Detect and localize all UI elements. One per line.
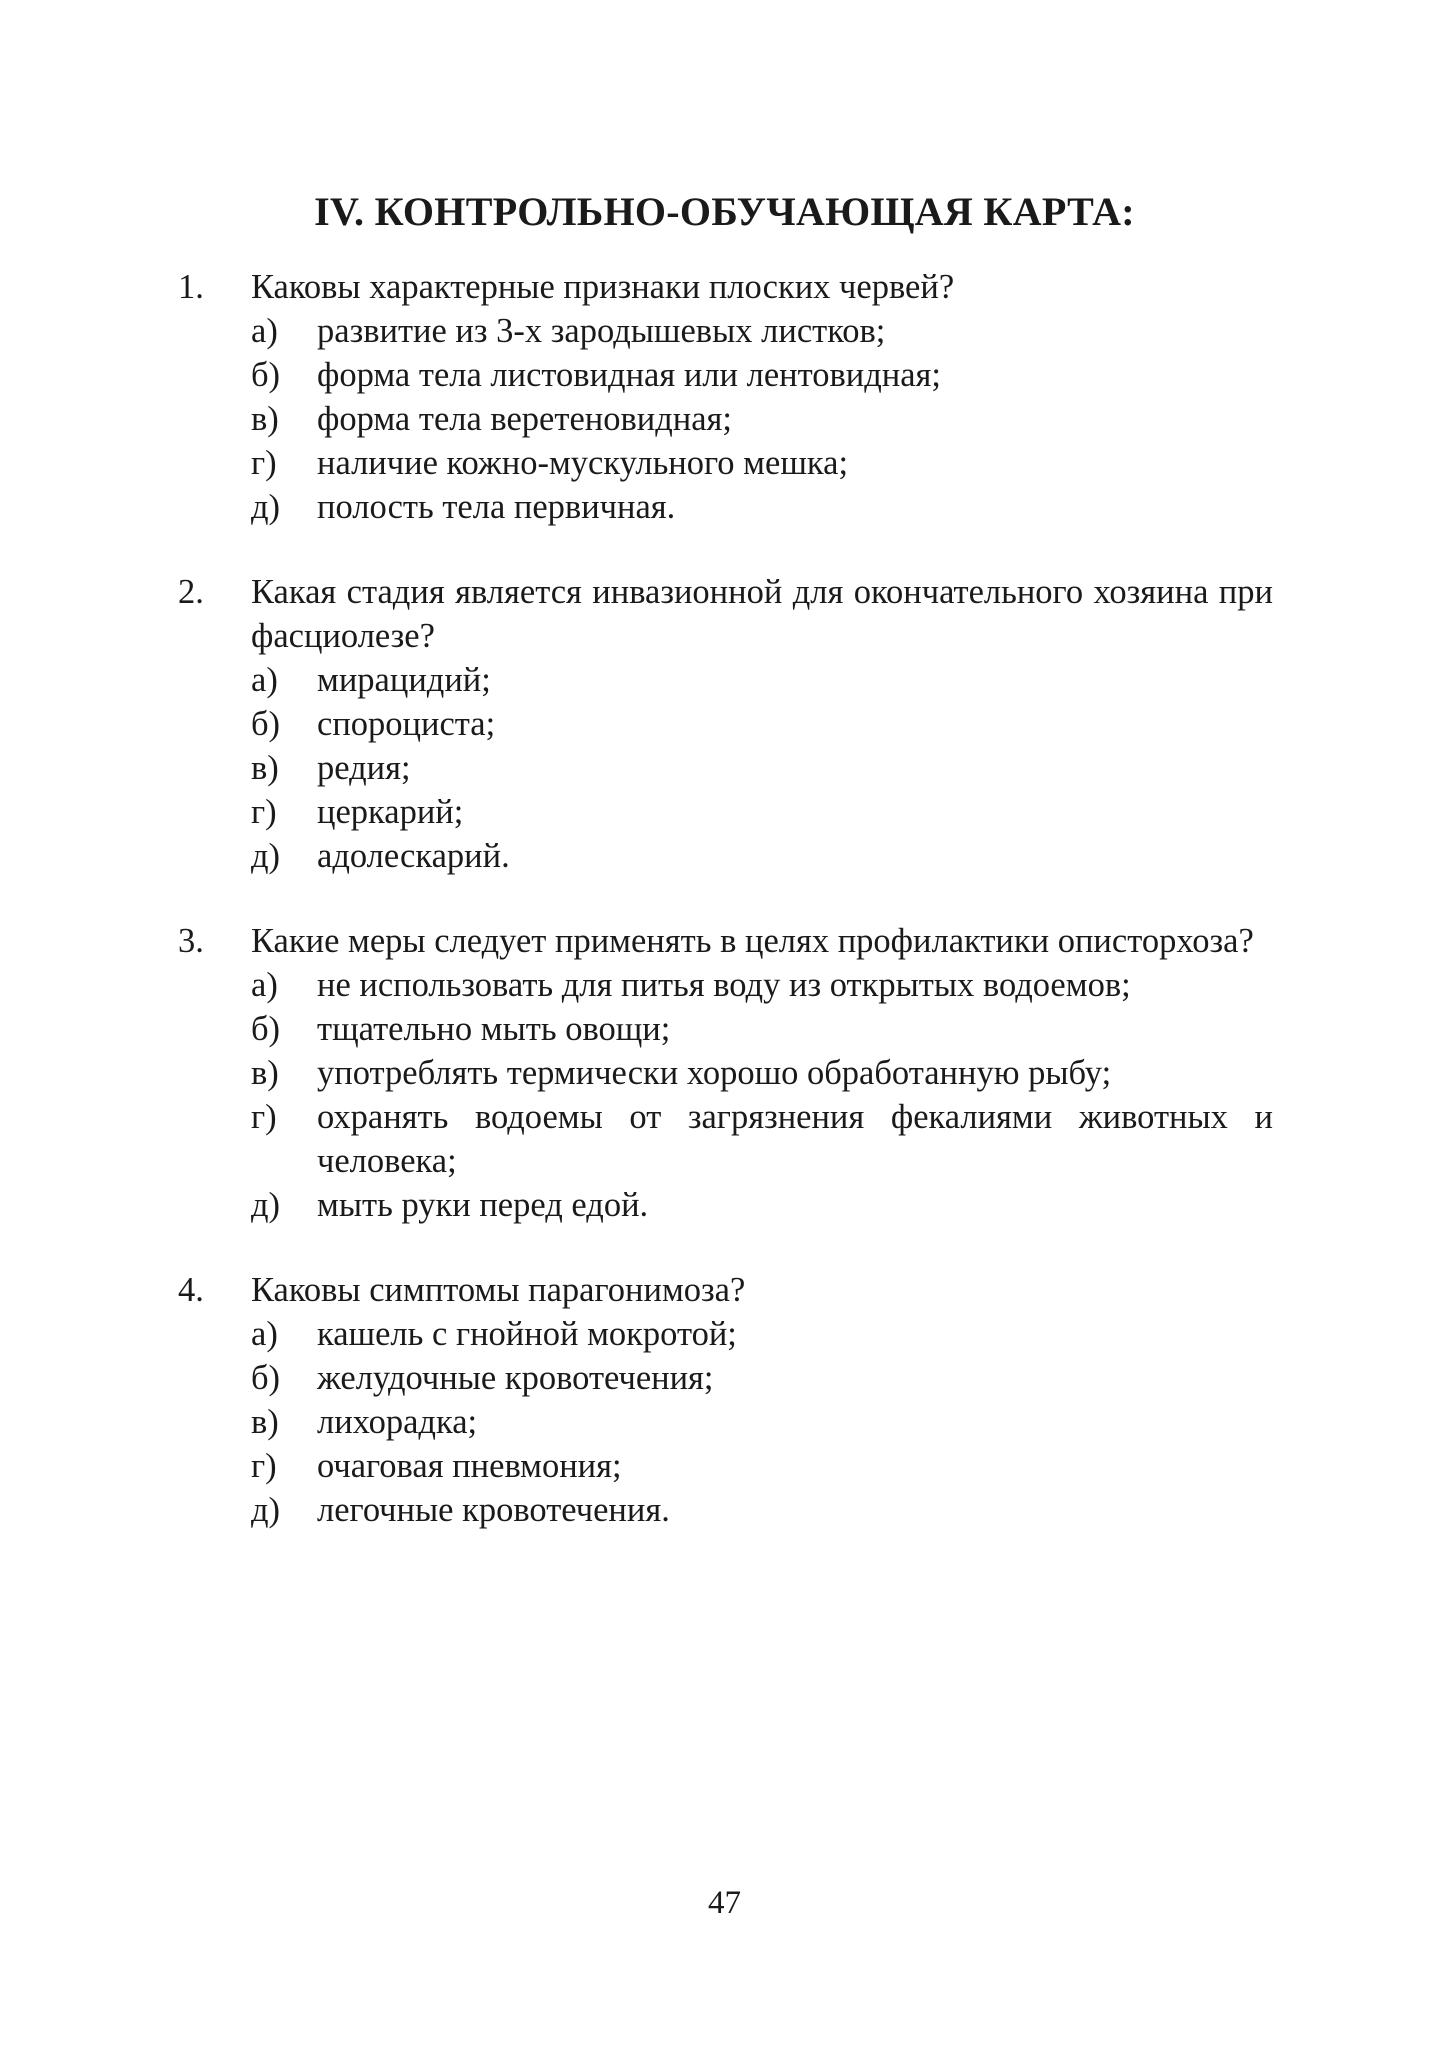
option-letter: г) — [251, 444, 277, 482]
option-text: развитие из 3-х зародышевых листков; — [317, 312, 886, 350]
question-2 — [178, 570, 1273, 878]
option-letter: б) — [251, 705, 281, 743]
question-text: Какие меры следует применять в целях профилактики описторхоза? — [251, 922, 1254, 960]
option-text: не использовать для питья воду из открытых водоемов; — [317, 966, 1131, 1004]
option-item — [178, 1007, 1273, 1051]
option-text: наличие кожно-мускульного мешка; — [317, 444, 849, 482]
option-letter: в) — [251, 400, 279, 438]
option-item — [178, 1488, 1273, 1532]
option-letter: б) — [251, 1359, 281, 1397]
option-item — [178, 309, 1273, 353]
question-number: 4. — [178, 1271, 204, 1309]
question-number: 3. — [178, 922, 204, 960]
option-item — [178, 397, 1273, 441]
option-text: форма тела веретеновидная; — [317, 400, 733, 438]
option-letter: д) — [251, 837, 281, 875]
option-item — [178, 702, 1273, 746]
option-item — [178, 1051, 1273, 1095]
option-item — [178, 1444, 1273, 1488]
option-text: форма тела листовидная или лентовидная; — [317, 356, 942, 394]
option-item — [178, 790, 1273, 834]
option-item — [178, 441, 1273, 485]
option-item — [178, 1095, 1273, 1183]
option-letter: д) — [251, 1186, 281, 1224]
option-letter: а) — [251, 966, 278, 1004]
page-number: 47 — [708, 1885, 741, 1921]
option-text: мирацидий; — [317, 661, 491, 699]
option-letter: в) — [251, 749, 279, 787]
option-text: мыть руки перед едой. — [317, 1186, 649, 1224]
option-item — [178, 963, 1273, 1007]
option-list — [178, 1312, 1273, 1532]
option-item — [178, 746, 1273, 790]
option-letter: б) — [251, 1010, 281, 1048]
question-text: Каковы характерные признаки плоских червей? — [251, 268, 955, 306]
option-letter: а) — [251, 1315, 278, 1353]
option-text: кашель с гнойной мокротой; — [317, 1315, 737, 1353]
question-3 — [178, 919, 1273, 1227]
option-item — [178, 1356, 1273, 1400]
question-text: Каковы симптомы парагонимоза? — [251, 1271, 746, 1309]
option-item — [178, 834, 1273, 878]
question-header — [178, 265, 1273, 309]
option-item — [178, 1400, 1273, 1444]
question-number: 2. — [178, 573, 204, 611]
option-text: употреблять термически хорошо обработанную рыбу; — [317, 1054, 1112, 1092]
option-item — [178, 1312, 1273, 1356]
question-number: 1. — [178, 268, 204, 306]
question-4 — [178, 1268, 1273, 1532]
option-list — [178, 309, 1273, 529]
option-item — [178, 353, 1273, 397]
option-letter: г) — [251, 793, 277, 831]
option-text: лихорадка; — [317, 1403, 478, 1441]
option-letter: д) — [251, 1491, 281, 1529]
option-text: спороциста; — [317, 705, 496, 743]
question-text: Какая стадия является инвазионной для окончательного хозяина при фасциолезе? — [251, 573, 1273, 655]
option-letter: г) — [251, 1098, 277, 1136]
option-item — [178, 485, 1273, 529]
option-text: легочные кровотечения. — [317, 1491, 670, 1529]
option-letter: а) — [251, 661, 278, 699]
page-title: IV. КОНТРОЛЬНО-ОБУЧАЮЩАЯ КАРТА: — [314, 189, 1135, 234]
option-item — [178, 658, 1273, 702]
option-text: тщательно мыть овощи; — [317, 1010, 671, 1048]
option-letter: в) — [251, 1403, 279, 1441]
question-1 — [178, 265, 1273, 529]
question-header — [178, 1268, 1273, 1312]
option-text: адолескарий. — [317, 837, 510, 875]
option-text: охранять водоемы от загрязнения фекалиями животных и человека; — [317, 1098, 1273, 1180]
option-letter: б) — [251, 356, 281, 394]
question-header — [178, 919, 1273, 963]
option-item — [178, 1183, 1273, 1227]
option-text: церкарий; — [317, 793, 464, 831]
option-letter: д) — [251, 488, 281, 526]
question-header — [178, 570, 1273, 658]
option-text: очаговая пневмония; — [317, 1447, 622, 1485]
option-list — [178, 963, 1273, 1227]
question-list — [178, 265, 1273, 1573]
option-list — [178, 658, 1273, 878]
option-letter: а) — [251, 312, 278, 350]
option-text: полость тела первичная. — [317, 488, 676, 526]
option-letter: г) — [251, 1447, 277, 1485]
option-text: желудочные кровотечения; — [317, 1359, 714, 1397]
option-letter: в) — [251, 1054, 279, 1092]
option-text: редия; — [317, 749, 411, 787]
